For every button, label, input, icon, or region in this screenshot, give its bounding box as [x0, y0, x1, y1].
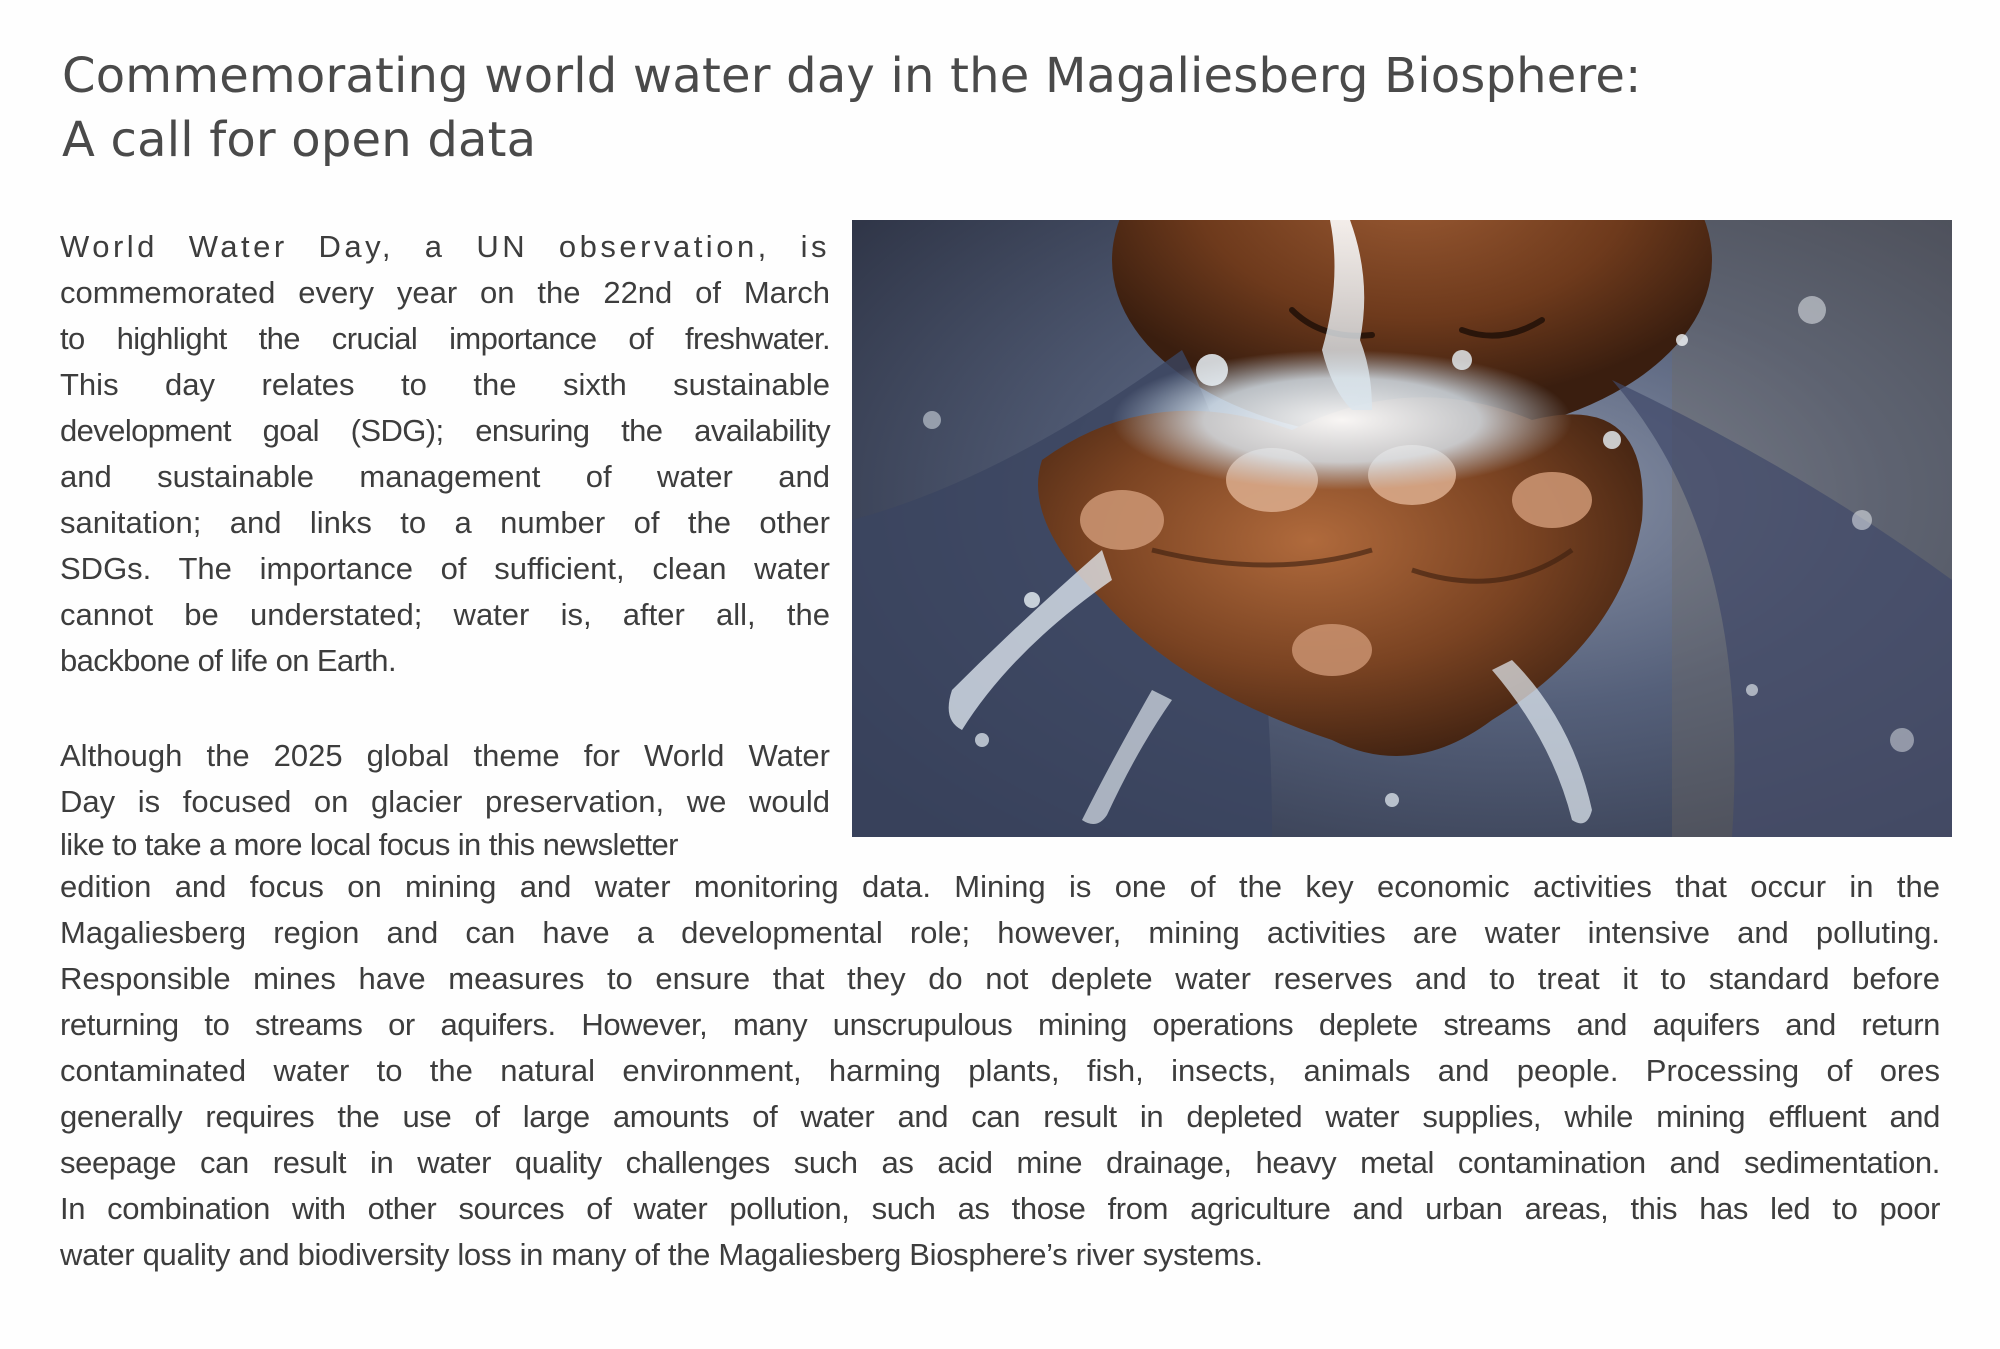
paragraph-line: Responsible mines have measures to ensure that they do not deplete water reserves and to treat it to standard before: [60, 961, 1940, 996]
article-title-line-1: Commemorating world water day in the Magaliesberg Biosphere:: [62, 48, 1642, 104]
paragraph-line: to highlight the crucial importance of freshwater.: [60, 321, 830, 356]
paragraph-intro: [60, 224, 830, 684]
paragraph-line: Although the 2025 global theme for World Water: [60, 738, 830, 773]
paragraph-line: generally requires the use of large amounts of water and can result in depleted water supplies, while mining effluent and: [60, 1099, 1940, 1134]
water-hands-illustration: [852, 220, 1952, 837]
paragraph-line: returning to streams or aquifers. However, many unscrupulous mining operations deplete streams and aquifers and return: [60, 1007, 1940, 1042]
paragraph-line: Magaliesberg region and can have a developmental role; however, mining activities are water intensive and polluting.: [60, 915, 1940, 950]
paragraph-line: In combination with other sources of water pollution, such as those from agriculture and urban areas, this has led to poor: [60, 1191, 1940, 1226]
paragraph-line: This day relates to the sixth sustainable: [60, 367, 830, 402]
article-title-line-2: A call for open data: [62, 112, 537, 168]
paragraph-line: sanitation; and links to a number of the other: [60, 505, 830, 540]
paragraph-line: backbone of life on Earth.: [60, 643, 396, 678]
paragraph-line: edition and focus on mining and water monitoring data. Mining is one of the key economic activities that occur in the: [60, 869, 1940, 904]
paragraph-line: and sustainable management of water and: [60, 459, 830, 494]
paragraph-line: World Water Day, a UN observation, is: [60, 229, 830, 264]
paragraph-line: Day is focused on glacier preservation, we would: [60, 784, 830, 819]
paragraph-line: SDGs. The importance of sufficient, clean water: [60, 551, 830, 586]
paragraph-line: cannot be understated; water is, after all, the: [60, 597, 830, 632]
article-title: [62, 44, 1642, 172]
paragraph-line: water quality and biodiversity loss in many of the Magaliesberg Biosphere’s river systems.: [60, 1237, 1263, 1272]
paragraph-line: seepage can result in water quality challenges such as acid mine drainage, heavy metal contamination and sedimentation.: [60, 1145, 1940, 1180]
paragraph-mining-start: [60, 733, 830, 865]
paragraph-line: commemorated every year on the 22nd of March: [60, 275, 830, 310]
paragraph-line: contaminated water to the natural environment, harming plants, fish, insects, animals and people. Processing of ores: [60, 1053, 1940, 1088]
paragraph-line: like to take a more local focus in this newsletter: [60, 827, 678, 862]
water-hands-photo: [852, 220, 1952, 837]
paragraph-line: development goal (SDG); ensuring the availability: [60, 413, 830, 448]
paragraph-mining-continued: [60, 864, 1940, 1278]
